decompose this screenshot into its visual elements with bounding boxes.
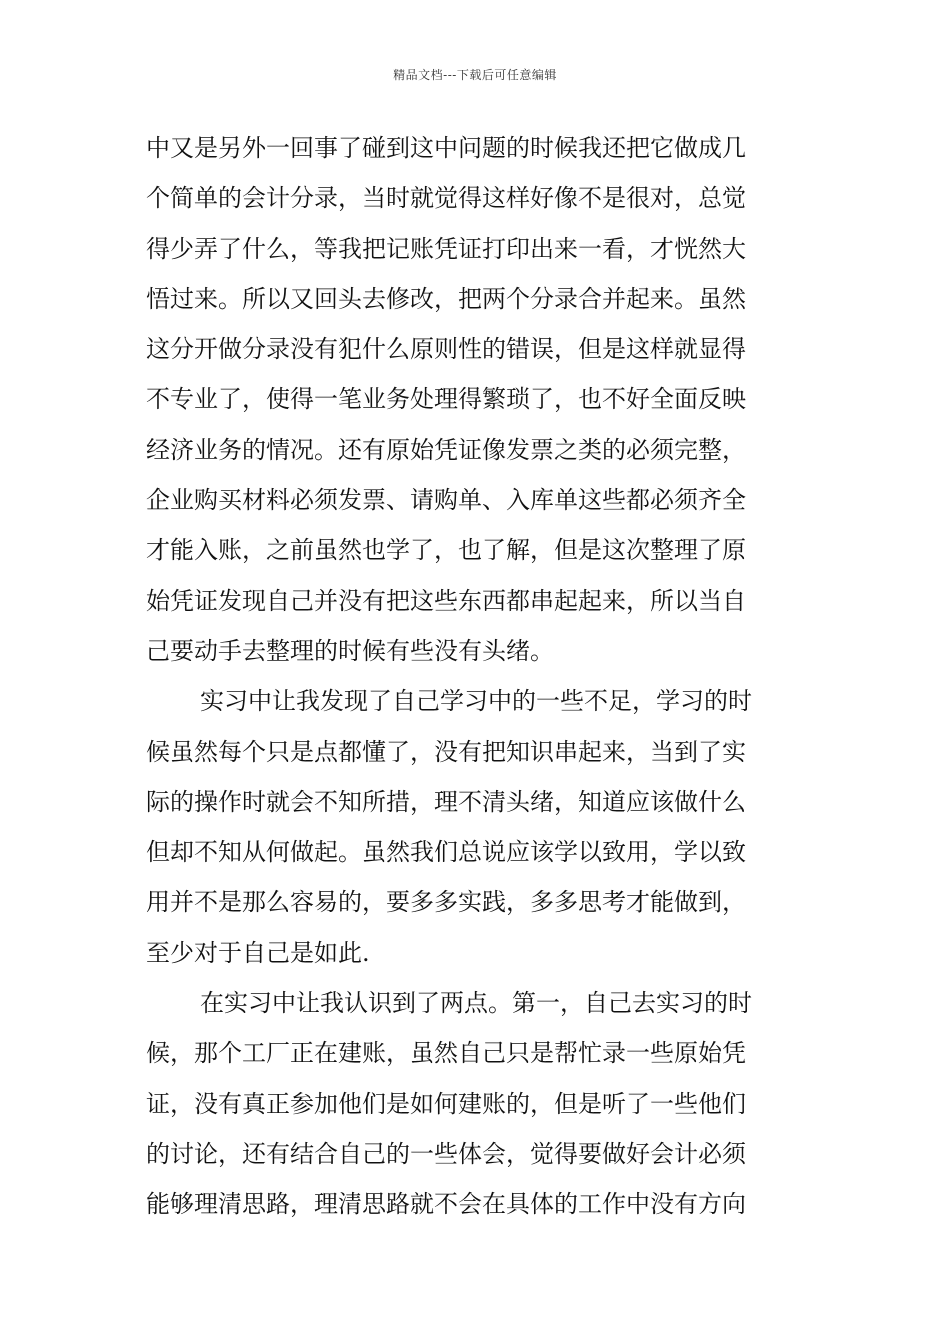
- text-line: 用并不是那么容易的，要多多实践，多多思考才能做到，: [146, 888, 746, 917]
- text-line: 实习中让我发现了自己学习中的一些不足，学习的时: [200, 687, 752, 716]
- text-line: 在实习中让我认识到了两点。第一，自己去实习的时: [200, 989, 752, 1018]
- text-line: 得少弄了什么，等我把记账凭证打印出来一看，才恍然大: [146, 234, 746, 263]
- text-line: 这分开做分录没有犯什么原则性的错误，但是这样就显得: [146, 335, 746, 364]
- text-line: 至少对于自己是如此.: [146, 938, 370, 967]
- page-header: 精品文档---下载后可任意编辑: [393, 68, 557, 82]
- text-line: 经济业务的情况。还有原始凭证像发票之类的必须完整，: [146, 435, 746, 464]
- text-line: 证，没有真正参加他们是如何建账的，但是听了一些他们: [146, 1089, 746, 1118]
- text-line: 的讨论，还有结合自己的一些体会，觉得要做好会计必须: [146, 1139, 746, 1168]
- text-line: 候虽然每个只是点都懂了，没有把知识串起来，当到了实: [146, 737, 746, 766]
- text-line: 不专业了，使得一笔业务处理得繁琐了，也不好全面反映: [146, 385, 746, 414]
- text-line: 候，那个工厂正在建账，虽然自己只是帮忙录一些原始凭: [146, 1039, 746, 1068]
- paragraph: [146, 676, 806, 978]
- text-line: 悟过来。所以又回头去修改，把两个分录合并起来。虽然: [146, 284, 746, 313]
- text-line: 企业购买材料必须发票、请购单、入库单这些都必须齐全: [146, 486, 746, 515]
- paragraph: [146, 123, 806, 676]
- text-line: 始凭证发现自己并没有把这些东西都串起起来，所以当自: [146, 586, 746, 615]
- document-body: [146, 123, 806, 1230]
- text-line: 但却不知从何做起。虽然我们总说应该学以致用，学以致: [146, 838, 746, 867]
- text-line: 个简单的会计分录，当时就觉得这样好像不是很对，总觉: [146, 184, 746, 213]
- text-line: 中又是另外一回事了碰到这中问题的时候我还把它做成几: [146, 134, 746, 162]
- text-line: 己要动手去整理的时候有些没有头绪。: [146, 636, 554, 665]
- paragraph: [146, 978, 806, 1229]
- text-line: 才能入账，之前虽然也学了，也了解，但是这次整理了原: [146, 536, 746, 565]
- text-line: 际的操作时就会不知所措，理不清头绪，知道应该做什么: [146, 787, 746, 816]
- text-line: 能够理清思路，理清思路就不会在具体的工作中没有方向: [146, 1190, 746, 1219]
